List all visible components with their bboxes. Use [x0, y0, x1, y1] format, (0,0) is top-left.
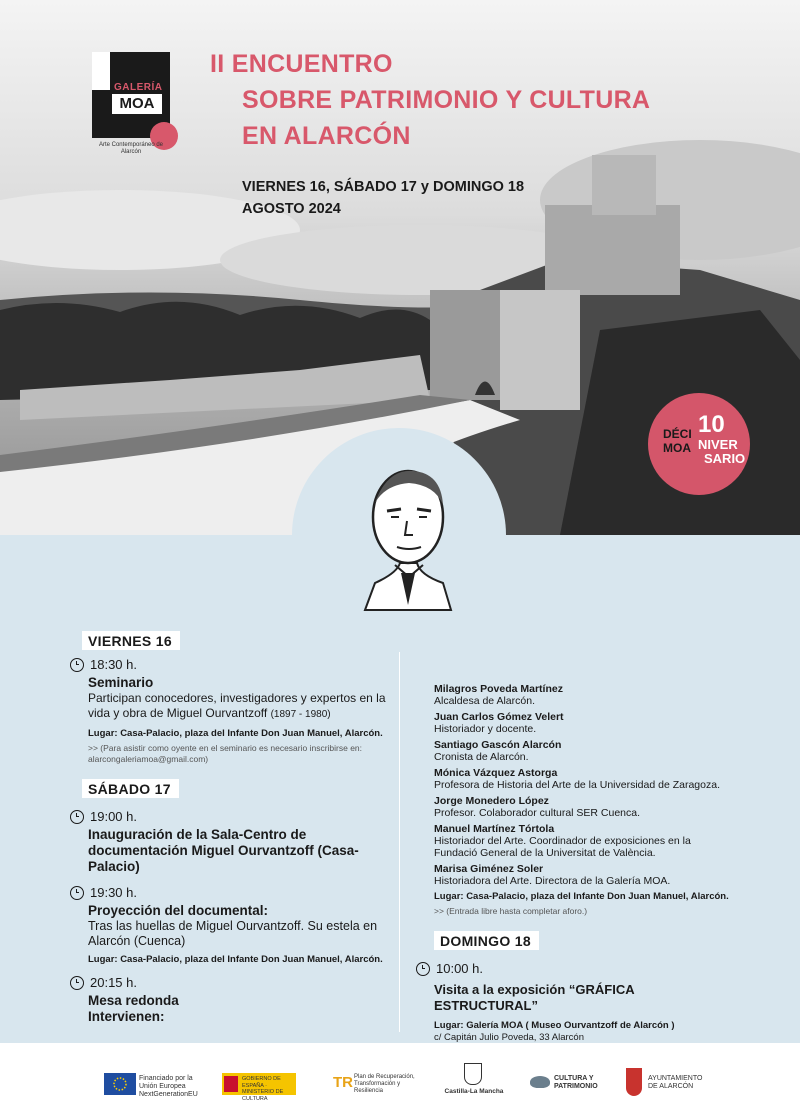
spain-shield-icon: [224, 1076, 238, 1092]
clock-icon: [70, 810, 84, 824]
saturday-header: SÁBADO 17: [82, 779, 179, 798]
clock-icon: [70, 976, 84, 990]
speaker-item: [434, 683, 734, 707]
saturday-time-2-text: 19:30 h.: [90, 885, 137, 900]
logo-moa-text: MOA: [112, 94, 162, 114]
sponsor-eu: Financiado por la Unión Europea NextGenerationEU: [139, 1075, 198, 1098]
sponsors-footer: [0, 1043, 800, 1119]
right-column: [434, 683, 734, 1044]
speaker-role: Historiador del Arte. Coordinador de exposiciones en la Fundació General de la Universitat de València.: [434, 835, 691, 859]
anniversary-badge: [648, 393, 750, 495]
friday-header: VIERNES 16: [82, 631, 180, 650]
round-table-place: Lugar: Casa-Palacio, plaza del Infante Don Juan Manuel, Alarcón.: [434, 891, 729, 902]
friday-event-text: [88, 691, 392, 722]
friday-time: [70, 657, 392, 672]
speaker-item: [434, 739, 734, 763]
prtr-icon: TR: [333, 1074, 353, 1091]
sunday-header: DOMINGO 18: [434, 931, 539, 950]
saturday-event-2-title: Proyección del documental:: [88, 903, 269, 918]
badge-left-2: MOA: [663, 441, 691, 455]
speaker-item: [434, 863, 734, 887]
badge-number: 10: [698, 411, 725, 438]
speaker-name: Marisa Giménez Soler: [434, 863, 544, 875]
speaker-name: Mónica Vázquez Astorga: [434, 767, 558, 779]
speaker-name: Juan Carlos Gómez Velert: [434, 711, 564, 723]
saturday-time-3: [70, 975, 392, 990]
badge-right-2: SARIO: [704, 451, 746, 466]
clock-icon: [70, 886, 84, 900]
saturday-time-1: [70, 809, 392, 824]
friday-place: Lugar: Casa-Palacio, plaza del Infante Don Juan Manuel, Alarcón.: [88, 728, 383, 739]
speaker-name: Santiago Gascón Alarcón: [434, 739, 562, 751]
friday-years: (1897 - 1980): [270, 708, 331, 720]
event-dates: [242, 176, 524, 220]
eu-flag-icon: [104, 1073, 136, 1095]
title-line-3: EN ALARCÓN: [242, 122, 411, 150]
dates-line-1: VIERNES 16, SÁBADO 17 y DOMINGO 18: [242, 179, 525, 195]
friday-time-text: 18:30 h.: [90, 657, 137, 672]
saturday-time-3-text: 20:15 h.: [90, 975, 137, 990]
portrait-drawing: [335, 455, 465, 615]
left-column: [82, 631, 392, 1025]
speaker-name: Milagros Poveda Martínez: [434, 683, 563, 695]
clock-icon: [70, 658, 84, 672]
saturday-event-3-title: Mesa redonda: [88, 993, 179, 1008]
saturday-event-1-title: Inauguración de la Sala-Centro de documentación Miguel Ourvantzoff (Casa-Palacio): [88, 827, 359, 874]
speaker-list: [434, 683, 734, 887]
saturday-event-3-text: Intervienen:: [88, 1009, 165, 1024]
round-table-note: >> (Entrada libre hasta completar aforo.): [434, 906, 588, 916]
speaker-role: Alcaldesa de Alarcón.: [434, 695, 535, 707]
speaker-item: [434, 823, 734, 859]
sponsor-cultura: CULTURA Y PATRIMONIO: [554, 1075, 598, 1090]
speaker-item: [434, 711, 734, 735]
column-divider: [399, 652, 400, 1032]
speaker-role: Historiador y docente.: [434, 723, 537, 735]
sunday-time-text: 10:00 h.: [436, 961, 483, 976]
sunday-place-2: c/ Capitán Julio Poveda, 33 Alarcón: [434, 1032, 584, 1043]
speaker-role: Cronista de Alarcón.: [434, 751, 529, 763]
dates-line-2: AGOSTO 2024: [242, 201, 341, 217]
friday-event-title: Seminario: [88, 675, 154, 690]
logo-gallery-text: GALERÍA: [114, 82, 163, 93]
cultura-logo-icon: [530, 1076, 550, 1088]
saturday-time-1-text: 19:00 h.: [90, 809, 137, 824]
logo-subtitle: Arte Contemporáneo de Alarcón: [98, 142, 164, 155]
title-line-1: II ENCUENTRO: [210, 50, 393, 78]
speaker-name: Manuel Martínez Tórtola: [434, 823, 555, 835]
speaker-role: Historiadora del Arte. Directora de la Galería MOA.: [434, 875, 671, 887]
clock-icon: [416, 962, 430, 976]
speaker-role: Profesor. Colaborador cultural SER Cuenca.: [434, 807, 641, 819]
speaker-item: [434, 795, 734, 819]
sunday-event-title: Visita a la exposición “GRÁFICA ESTRUCTURAL”: [434, 982, 635, 1013]
sponsor-ayto: AYUNTAMIENTO DE ALARCÓN: [648, 1075, 703, 1090]
saturday-event-2-place: Lugar: Casa-Palacio, plaza del Infante Don Juan Manuel, Alarcón.: [88, 954, 383, 965]
sponsor-gov: GOBIERNO DE ESPAÑA · MINISTERIO DE CULTURA: [242, 1076, 284, 1102]
speaker-name: Jorge Monedero López: [434, 795, 549, 807]
badge-right-1: NIVER: [698, 437, 738, 452]
sponsor-clm: Castilla-La Mancha: [444, 1088, 504, 1095]
ayto-shield-icon: [626, 1068, 642, 1096]
badge-left-1: DÉCI: [663, 427, 692, 441]
spain-gov-logo: [222, 1073, 296, 1102]
event-title: [210, 46, 650, 154]
speaker-item: [434, 767, 734, 791]
sponsor-prtr: Plan de Recuperación, Transformación y Resiliencia: [354, 1074, 415, 1094]
friday-note: >> (Para asistir como oyente en el seminario es necesario inscribirse en: alarcongaleriamoa@gmail.com): [88, 743, 363, 764]
saturday-event-2-text: Tras las huellas de Miguel Ourvantzoff. Su estela en Alarcón (Cuenca): [88, 919, 378, 948]
clm-shield-icon: [464, 1063, 482, 1085]
saturday-time-2: [70, 885, 392, 900]
sunday-place-1: Lugar: Galería MOA ( Museo Ourvantzoff de Alarcón ): [434, 1020, 675, 1031]
sunday-time: [416, 961, 734, 976]
title-line-2: SOBRE PATRIMONIO Y CULTURA: [242, 86, 651, 114]
speaker-role: Profesora de Historia del Arte de la Universidad de Zaragoza.: [434, 779, 720, 791]
friday-text: Participan conocedores, investigadores y expertos en la vida y obra de Miguel Ourvantzoff: [88, 691, 386, 720]
